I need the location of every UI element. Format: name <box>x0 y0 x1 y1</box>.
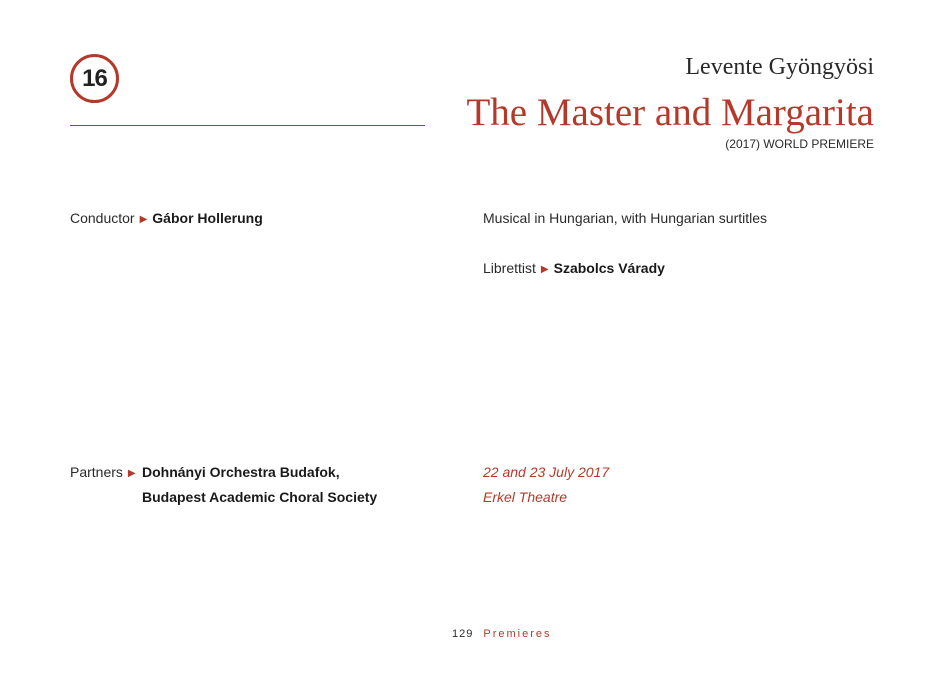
partner-item: Dohnányi Orchestra Budafok, <box>142 464 340 480</box>
footer-section: Premieres <box>483 628 552 640</box>
title-rule <box>70 125 425 126</box>
performance-venue: Erkel Theatre <box>483 489 568 505</box>
work-subtitle: (2017) WORLD PREMIERE <box>725 137 874 151</box>
partners-label: Partners <box>70 464 123 480</box>
partners-list <box>142 460 377 510</box>
footer-page-number: 129 <box>452 628 474 640</box>
librettist-label: Librettist <box>483 260 536 276</box>
page-number-badge <box>70 54 119 103</box>
composer-name: Levente Gyöngyösi <box>685 54 874 80</box>
bullet-arrow-icon: ▶ <box>127 468 136 479</box>
partner-item: Budapest Academic Choral Society <box>142 489 378 505</box>
conductor-label: Conductor <box>70 210 135 226</box>
bullet-arrow-icon: ▶ <box>139 214 148 225</box>
language-note: Musical in Hungarian, with Hungarian surtitles <box>483 210 768 226</box>
work-title: The Master and Margarita <box>466 91 874 134</box>
performance-dates: 22 and 23 July 2017 <box>483 464 610 480</box>
performance-info <box>483 460 609 510</box>
librettist-row <box>483 260 665 276</box>
partners-row <box>70 460 141 487</box>
conductor-row <box>70 210 263 226</box>
conductor-name: Gábor Hollerung <box>152 210 263 226</box>
bullet-arrow-icon: ▶ <box>540 264 549 275</box>
librettist-name: Szabolcs Várady <box>553 260 665 276</box>
page-footer <box>452 628 551 640</box>
badge-number: 16 <box>82 64 107 92</box>
